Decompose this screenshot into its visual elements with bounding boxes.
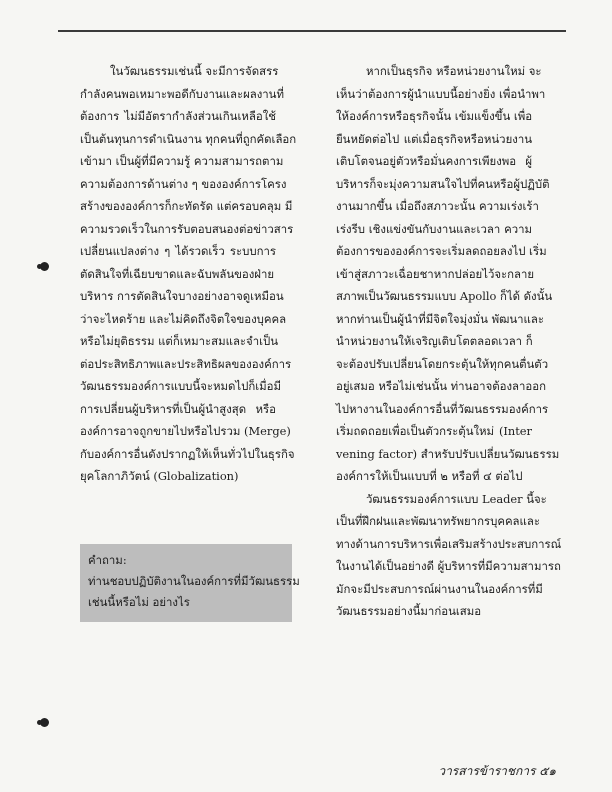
text-line: หากท่านเป็นผู้นำที่มีจิตใจมุ่งมั่น พัฒนาและ <box>336 311 544 326</box>
text-line: ต่อประสิทธิภาพและประสิทธิผลขององค์การ <box>80 356 292 371</box>
text-line: อยู่เสมอ หรือไม่เช่นนั้น ท่านอาจต้องลาออก <box>336 379 546 393</box>
text-line: ในงานได้เป็นอย่างดี ผู้บริหารที่มีความสามารถ <box>336 559 561 573</box>
question-line: เช่นนี้หรือไม่ อย่างไร <box>88 595 190 609</box>
text-line: องค์การอาจถูกขายไปหรือไปรวม (Merge) <box>80 424 291 438</box>
question-line: ท่านชอบปฏิบัติงานในองค์การที่มีวัฒนธรรม <box>88 574 300 588</box>
text-line: ไปหางานในองค์การอื่นที่วัฒนธรรมองค์การ <box>336 401 549 416</box>
text-line: บริหาร การตัดสินใจบางอย่างอาจดูเหมือน <box>80 289 284 303</box>
text-line: เข้ามา เป็นผู้ที่มีความรู้ ความสามารถตาม <box>80 154 284 168</box>
text-line: vening factor) สำหรับปรับเปลี่ยนวัฒนธรรม <box>336 446 560 461</box>
text-line: สร้างขององค์การก็กะทัดรัด แต่ครอบคลุม มี <box>80 199 293 213</box>
text-line: ความต้องการด้านต่าง ๆ ขององค์การโครง <box>80 176 287 191</box>
left-column <box>80 60 297 488</box>
text-line: ตัดสินใจที่เฉียบขาดและฉับพลันของฝ่าย <box>80 266 275 281</box>
text-line: เริ่มถดถอยเพื่อเป็นตัวกระตุ้นใหม่ (Inter <box>336 424 532 438</box>
right-paragraph-2 <box>336 488 562 623</box>
top-rule <box>58 30 566 32</box>
right-column <box>336 60 562 623</box>
text-line: ให้องค์การหรือธุรกิจนั้น เข้มแข็งขึ้น เพื่อ <box>336 109 533 123</box>
text-line: องค์การให้เป็นแบบที่ ๒ หรือที่ ๔ ต่อไป <box>336 469 523 483</box>
text-line: งานมากขึ้น เมื่อถึงสภาวะนั้น ความเร่งเร้า <box>336 199 539 213</box>
punch-hole-mark-bottom <box>40 718 49 727</box>
text-line: ว่าจะไหดร้าย และไม่คิดถึงจิตใจของบุคคล <box>80 311 287 326</box>
text-line: กับองค์การอื่นดังปรากฏให้เห็นทั่วไปในธุรกิจ <box>80 446 295 461</box>
text-line: หากเป็นธุรกิจ หรือหน่วยงานใหม่ จะ <box>366 64 542 78</box>
text-line: เป็นที่ฝึกฝนและพัฒนาทรัพยากรบุคคลและ <box>336 514 540 528</box>
right-paragraph-1 <box>336 60 560 488</box>
text-line: หรือไม่ยุติธรรม แต่ก็เหมาะสมและจำเป็น <box>80 334 279 348</box>
text-line: เข้าสู่สภาวะเฉื่อยชาหากปล่อยไว้จะกลาย <box>336 266 535 281</box>
text-line: การเปลี่ยนผู้บริหารที่เป็นผู้นำสูงสุด หรือ <box>80 401 276 416</box>
page-footer: วารสารข้าราชการ ๕๑ <box>438 764 556 778</box>
text-line: ความรวดเร็วในการรับตอบสนองต่อข่าวสาร <box>80 221 294 236</box>
text-line: มักจะมีประสบการณ์ผ่านงานในองค์การที่มี <box>336 581 543 596</box>
text-line: ต้องการ ไม่มีอัตรากำลังส่วนเกินเหลือใช้ <box>80 109 276 123</box>
text-line: กำลังคนพอเหมาะพอดีกับงานและผลงานที่ <box>80 86 284 101</box>
text-line: เติบโตจนอยู่ตัวหรือมั่นคงการเพียงพอ ผู้ <box>336 154 532 168</box>
text-line: ยืนหยัดต่อไป แต่เมื่อธุรกิจหรือหน่วยงาน <box>336 131 532 146</box>
punch-hole-mark-top <box>40 262 49 271</box>
text-line: วัฒนธรรมองค์การแบบนี้จะหมดไปก็เมื่อมี <box>80 379 282 393</box>
text-line: วัฒนธรรมอย่างนี้มาก่อนเสมอ <box>336 604 482 618</box>
text-line: วัฒนธรรมองค์การแบบ Leader นี้จะ <box>366 491 547 506</box>
text-line: เป็นต้นทุนการดำเนินงาน ทุกคนที่ถูกคัดเลือก <box>80 131 297 146</box>
text-line: เร่งรีบ เชิงแข่งขันกับงานและเวลา ความ <box>336 221 532 236</box>
question-box <box>80 544 300 622</box>
text-line: เห็นว่าต้องการผู้นำแบบนี้อย่างยิ่ง เพื่อนำพา <box>336 86 546 101</box>
text-line: จะต้องปรับเปลี่ยนโดยกระตุ้นให้ทุกคนตื่นตัว <box>336 356 549 371</box>
text-line: เปลี่ยนแปลงต่าง ๆ ได้รวดเร็ว ระบบการ <box>80 244 276 258</box>
text-line: สภาพเป็นวัฒนธรรมแบบ Apollo ก็ได้ ดังนั้น <box>336 289 553 303</box>
text-line: ทางด้านการบริหารเพื่อเสริมสร้างประสบการณ์ <box>336 536 562 551</box>
text-line: บริหารก็จะมุ่งความสนใจไปที่คนหรือผู้ปฏิบัติ <box>336 176 550 191</box>
question-heading: คำถาม: <box>88 553 127 567</box>
text-line: ยุคโลกาภิวัตน์ (Globalization) <box>80 469 239 483</box>
text-line: นำหน่วยงานให้เจริญเติบโตตลอดเวลา ก็ <box>336 334 533 348</box>
text-line: ในวัฒนธรรมเช่นนี้ จะมีการจัดสรร <box>110 64 279 78</box>
text-line: ต้องการขององค์การจะเริ่มลดถอยลงไป เริ่ม <box>336 244 547 258</box>
